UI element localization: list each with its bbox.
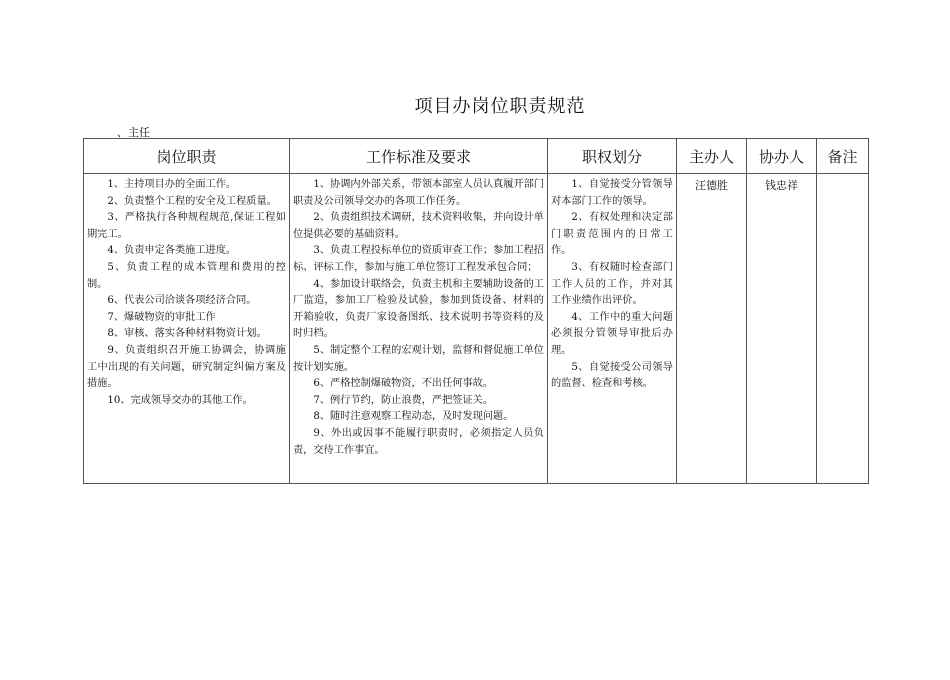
- main-person-name: 汪德胜: [695, 179, 728, 192]
- duty-item: 7、爆破物资的审批工作: [107, 311, 216, 323]
- assistant-cell: [747, 174, 817, 484]
- authority-item: 4、工作中的重大问题必须报分管领导审批后办理。: [551, 311, 673, 356]
- duty-item: 4、负责申定各类施工进度。: [107, 245, 237, 257]
- duty-item: 1、主持项目办的全面工作。: [107, 179, 237, 190]
- standards-cell: [290, 174, 548, 484]
- standard-item: 9、外出或因事不能履行职责时，必须指定人员负责，交待工作事宜。: [293, 427, 544, 456]
- duty-item: 5、负责工程的成本管理和费用的控制。: [87, 261, 286, 290]
- header-main-person: 主办人: [677, 139, 747, 174]
- remark-cell: [817, 174, 869, 484]
- standard-item: 3、负责工程投标单位的资质审查工作；参加工程招标、评标工作，参加与施工单位签订工程发承包合同；: [293, 245, 544, 273]
- duty-item: 10、完成领导交办的其他工作。: [107, 394, 253, 406]
- duty-item: 9、负责组织召开施工协调会，协调施工中出现的有关问题，研究制定纠偏方案及措施。: [87, 344, 286, 390]
- standard-item: 4、参加设计联络会，负责主机和主要辅助设备的工厂监造，参加工厂检验及试验，参加到货设备、材料的开箱验收，负责厂家设备图纸、技术说明书等资料的及时归档。: [293, 278, 544, 340]
- duty-item: 8、审核、落实各种材料物资计划。: [107, 328, 267, 340]
- authority-item: 2、有权处理和决定部门职责范围内的日常工作。: [551, 212, 673, 257]
- authority-item: 1、自觉接受分管领导对本部门工作的领导。: [551, 179, 673, 207]
- header-row: [84, 139, 869, 174]
- section-label: 、主任: [117, 126, 150, 139]
- authority-item: 3、有权随时检查部门工作人员的工作，并对其工作业绩作出评价。: [551, 261, 673, 307]
- header-assistant: 协办人: [747, 139, 817, 174]
- standard-item: 6、严格控制爆破物资，不出任何事故。: [313, 378, 494, 390]
- duty-table: [83, 138, 869, 484]
- header-authority: 职权划分: [548, 139, 677, 174]
- assistant-name: 钱忠祥: [765, 179, 798, 192]
- main-person-cell: [677, 174, 747, 484]
- standard-item: 5、制定整个工程的宏观计划，监督和督促施工单位按计划实施。: [293, 344, 544, 373]
- duty-item: 3、严格执行各种规程规范,保证工程如期完工。: [87, 212, 286, 240]
- authority-item: 5、自觉接受公司领导的监督、检查和考核。: [551, 361, 673, 390]
- duty-item: 2、负责整个工程的安全及工程质量。: [107, 195, 277, 207]
- standard-item: 8、随时注意观察工程动态，及时发现问题。: [313, 411, 514, 423]
- table-row: [84, 174, 869, 484]
- header-duties: 岗位职责: [84, 139, 290, 174]
- remark-text: [817, 174, 868, 177]
- standard-item: 1、协调内外部关系，带领本部室人员认真履开部门职责及公司领导交办的各项工作任务。: [293, 179, 544, 207]
- authority-cell: [548, 174, 677, 484]
- duty-item: 6、代表公司洽谈各项经济合同。: [107, 295, 257, 307]
- header-remark: 备注: [817, 139, 869, 174]
- page-title: 项目办岗位职责规范: [414, 96, 586, 117]
- header-standards: 工作标准及要求: [290, 139, 548, 174]
- duties-cell: [84, 174, 290, 484]
- standard-item: 7、例行节约，防止浪费，严把签证关。: [313, 394, 494, 406]
- standard-item: 2、负责组织技术调研，技术资料收集，并向设计单位提供必要的基础资料。: [293, 212, 544, 240]
